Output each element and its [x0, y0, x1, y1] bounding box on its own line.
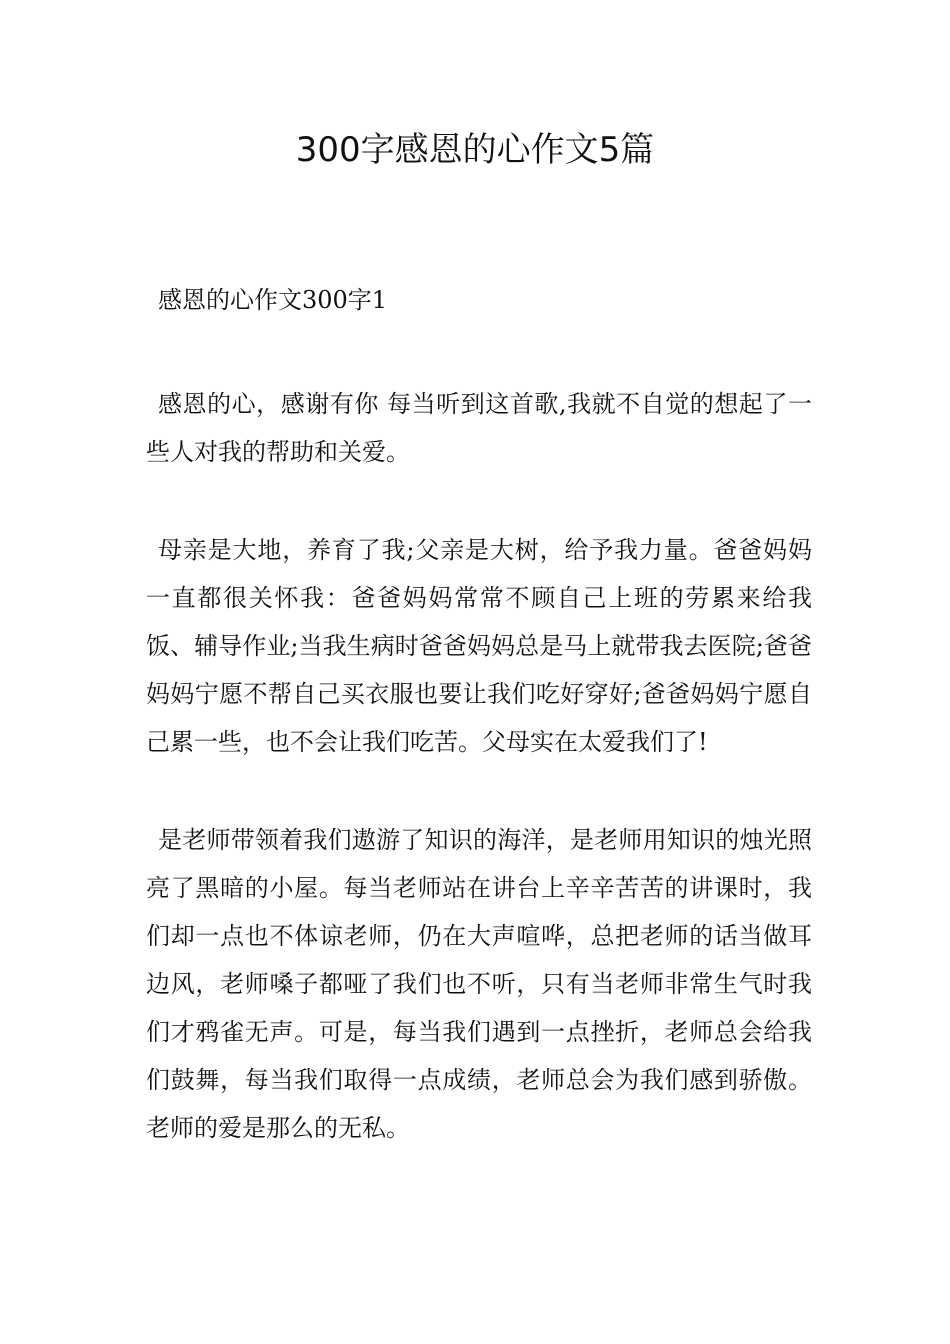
document-body [146, 280, 812, 1152]
paragraph-2: 母亲是大地，养育了我;父亲是大树，给予我力量。爸爸妈妈一直都很关怀我：爸爸妈妈常常不顾自己上班的劳累来给我饭、辅导作业;当我生病时爸爸妈妈总是马上就带我去医院;爸爸妈妈宁愿不帮自己买衣服也要让我们吃好穿好;爸爸妈妈宁愿自己累一些，也不会让我们吃苦。父母实在太爱我们了! [146, 536, 812, 756]
section-heading: 感恩的心作文300字1 [158, 286, 388, 314]
paragraph-3: 是老师带领着我们遨游了知识的海洋，是老师用知识的烛光照亮了黑暗的小屋。每当老师站在讲台上辛辛苦苦的讲课时，我们却一点也不体谅老师，仍在大声喧哗，总把老师的话当做耳边风，老师嗓子都哑了我们也不听，只有当老师非常生气时我们才鸦雀无声。可是，每当我们遇到一点挫折，老师总会给我们鼓舞，每当我们取得一点成绩，老师总会为我们感到骄傲。老师的爱是那么的无私。 [146, 826, 812, 1142]
paragraph-1: 感恩的心，感谢有你 每当听到这首歌,我就不自觉的想起了一些人对我的帮助和关爱。 [146, 390, 812, 466]
document-title: 300字感恩的心作文5篇 [295, 130, 655, 170]
